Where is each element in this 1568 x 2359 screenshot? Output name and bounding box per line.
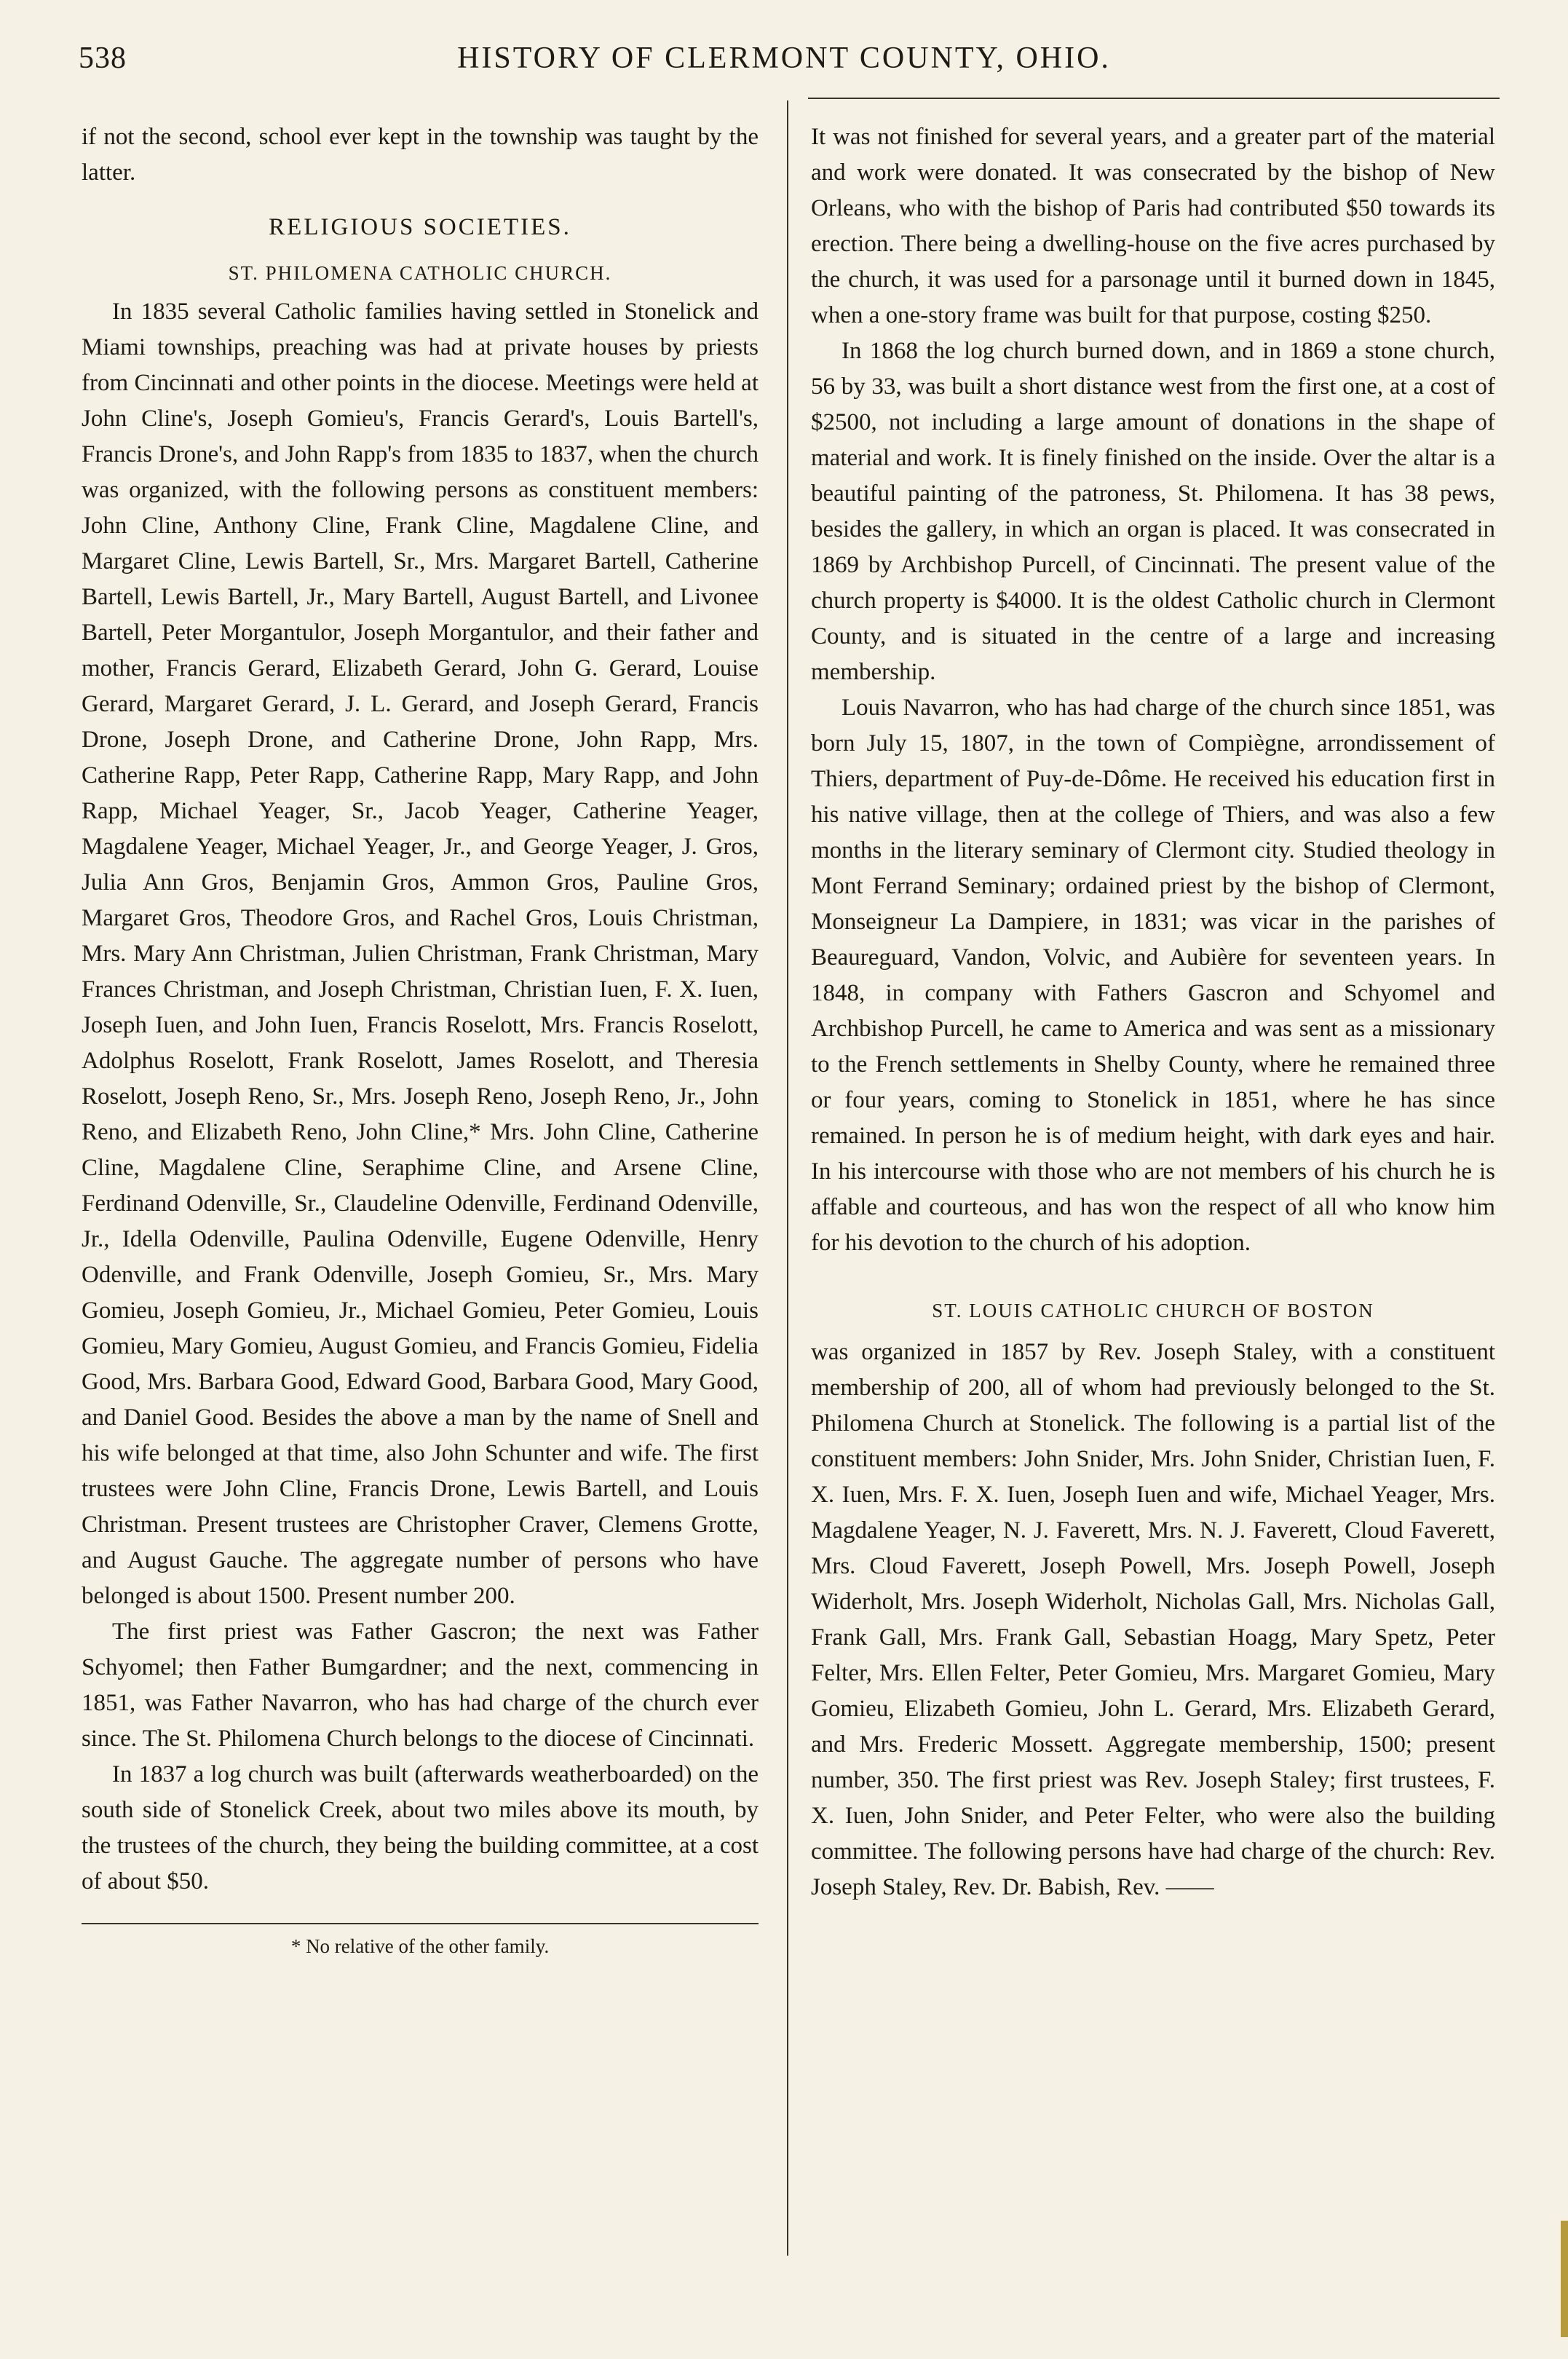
paragraph: It was not finished for several years, and a greater part of the material and work were donated. It was consecrated by the bishop of New Orleans, who with the bishop of Paris had contributed $50 towards its erection. There being a dwelling-house on the five acres purchased by the church, it was used for a parsonage until it burned down in 1845, when a one-story frame was built for that purpose, costing $250. xyxy=(811,124,1495,328)
subheading-st-louis: ST. LOUIS CATHOLIC CHURCH OF BOSTON xyxy=(932,1300,1374,1321)
paragraph: In 1835 several Catholic families having settled in Stonelick and Miami townships, preaching was had at private houses by priests from Cincinnati and other points in the diocese. Meetings were held at John Cline's, Joseph Gomieu's, Francis Gerard's, Louis Bartell's, Francis Drone's, and John Rapp's from 1835 to 1837, when the church was organized, with the following persons as constituent members: John Cline, Anthony Cline, Frank Cline, Magdalene Cline, and Margaret Cline, Lewis Bartell, Sr., Mrs. Margaret Bartell, Catherine Bartell, Lewis Bartell, Jr., Mary Bartell, August Bartell, and Livonee Bartell, Peter Morgantulor, Joseph Morgantulor, and their father and mother, Francis Gerard, Elizabeth Gerard, John G. Gerard, Louise Gerard, Margaret Gerard, J. L. Gerard, and Joseph Gerard, Francis Drone, Joseph Drone, and Catherine Drone, John Rapp, Mrs. Catherine Rapp, Peter Rapp, Catherine Rapp, Mary Rapp, and John Rapp, Michael Yeager, Sr., Jacob Yeager, Catherine Yeager, Magdalene Yeager, Michael Yeager, Jr., and George Yeager, J. Gros, Julia Ann Gros, Benjamin Gros, Ammon Gros, Pauline Gros, Margaret Gros, Theodore Gros, and Rachel Gros, Louis Christman, Mrs. Mary Ann Christman, Julien Christman, Frank Christman, Mary Frances Christman, and Joseph Christman, Christian Iuen, F. X. Iuen, Joseph Iuen, and John Iuen, Francis Roselott, Mrs. Francis Roselott, Adolphus Roselott, Frank Roselott, James Roselott, and Theresia Roselott, Joseph Reno, Sr., Mrs. Joseph Reno, Joseph Reno, Jr., John Reno, and Elizabeth Reno, John Cline,* Mrs. John Cline, Catherine Cline, Magdalene Cline, Seraphime Cline, and Arsene Cline, Ferdinand Odenville, Sr., Claudeline Odenville, Ferdinand Odenville, Jr., Idella Odenville, Paulina Odenville, Eugene Odenville, Henry Odenville, and Frank Odenville, Joseph Gomieu, Sr., Mrs. Mary Gomieu, Joseph Gomieu, Jr., Michael Gomieu, Peter Gomieu, Louis Gomieu, Mary Gomieu, August Gomieu, and Francis Gomieu, Fidelia Good, Mrs. Barbara Good, Edward Good, Barbara Good, Mary Good, and Daniel Good. Besides the above a man by the name of Snell and his wife belonged at that time, also John Schunter and wife. The first trustees were John Cline, Francis Drone, Lewis Bartell, and Louis Christman. Present trustees are Christopher Craver, Clemens Grotte, and August Gauche. The aggregate number of persons who have belonged is about 1500. Present number 200. xyxy=(82,299,759,1609)
right-column xyxy=(811,119,1495,1905)
paragraph: if not the second, school ever kept in the township was taught by the latter. xyxy=(82,124,759,186)
page-edge-mark xyxy=(1561,2221,1568,2337)
page-number: 538 xyxy=(79,42,127,75)
subheading-st-philomena: ST. PHILOMENA CATHOLIC CHURCH. xyxy=(228,262,612,284)
page-header xyxy=(0,35,1568,86)
paragraph: In 1837 a log church was built (afterwards weatherboarded) on the south side of Stonelick Creek, about two miles above its mouth, by the trustees of the church, they being the building committee, at a cost of about $50. xyxy=(82,1761,759,1894)
running-title: HISTORY OF CLERMONT COUNTY, OHIO. xyxy=(457,42,1111,75)
paragraph: In 1868 the log church burned down, and in 1869 a stone church, 56 by 33, was built a short distance west from the first one, at a cost of $2500, not including a large amount of donations in the shape of material and work. It is finely finished on the inside. Over the altar is a beautiful painting of the patroness, St. Philomena. It has 38 pews, besides the gallery, in which an organ is placed. It was consecrated in 1869 by Archbishop Purcell, of Cincinnati. The present value of the church property is $4000. It is the oldest Catholic church in Clermont County, and is situated in the centre of a large and increasing membership. xyxy=(811,338,1495,685)
paragraph: The first priest was Father Gascron; the next was Father Schyomel; then Father Bumgardner; and the next, commencing in 1851, was Father Navarron, who has had charge of the church ever since. The St. Philomena Church belongs to the diocese of Cincinnati. xyxy=(82,1619,759,1752)
footnote-rule xyxy=(82,1923,759,1924)
footnote: * No relative of the other family. xyxy=(290,1935,550,1957)
top-rule xyxy=(808,98,1500,99)
paragraph: was organized in 1857 by Rev. Joseph Staley, with a constituent membership of 200, all of whom had previously belonged to the St. Philomena Church at Stonelick. The following is a partial list of the constituent members: John Snider, Mrs. John Snider, Christian Iuen, F. X. Iuen, Mrs. F. X. Iuen, Joseph Iuen and wife, Michael Yeager, Mrs. Magdalene Yeager, N. J. Faverett, Mrs. N. J. Faverett, Cloud Faverett, Mrs. Cloud Faverett, Joseph Powell, Mrs. Joseph Powell, Joseph Widerholt, Mrs. Joseph Widerholt, Nicholas Gall, Mrs. Nicholas Gall, Frank Gall, Mrs. Frank Gall, Sebastian Hoagg, Mary Spetz, Peter Felter, Mrs. Ellen Felter, Peter Gomieu, Mrs. Margaret Gomieu, Mary Gomieu, Elizabeth Gomieu, John L. Gerard, Mrs. Elizabeth Gerard, and Mrs. Frederic Mossett. Aggregate membership, 1500; present number, 350. The first priest was Rev. Joseph Staley; first trustees, F. X. Iuen, John Snider, and Peter Felter, who were also the building committee. The following persons have had charge of the church: Rev. Joseph Staley, Rev. Dr. Babish, Rev. —— xyxy=(811,1339,1495,1900)
section-heading: RELIGIOUS SOCIETIES. xyxy=(269,214,571,240)
column-divider xyxy=(787,100,788,2256)
left-column xyxy=(82,119,759,1961)
paragraph: Louis Navarron, who has had charge of the church since 1851, was born July 15, 1807, in the town of Compiègne, arrondissement of Thiers, department of Puy-de-Dôme. He received his education first in his native village, then at the college of Thiers, and was also a few months in the literary seminary of Clermont city. Studied theology in Mont Ferrand Seminary; ordained priest by the bishop of Clermont, Monseigneur La Dampiere, in 1831; was vicar in the parishes of Beaureguard, Vandon, Volvic, and Aubière for seventeen years. In 1848, in company with Fathers Gascron and Schyomel and Archbishop Purcell, he came to America and was sent as a missionary to the French settlements in Shelby County, where he remained three or four years, coming to Stonelick in 1851, where he has since remained. In person he is of medium height, with dark eyes and hair. In his intercourse with those who are not members of his church he is affable and courteous, and has won the respect of all who know him for his devotion to the church of his adoption. xyxy=(811,695,1495,1256)
